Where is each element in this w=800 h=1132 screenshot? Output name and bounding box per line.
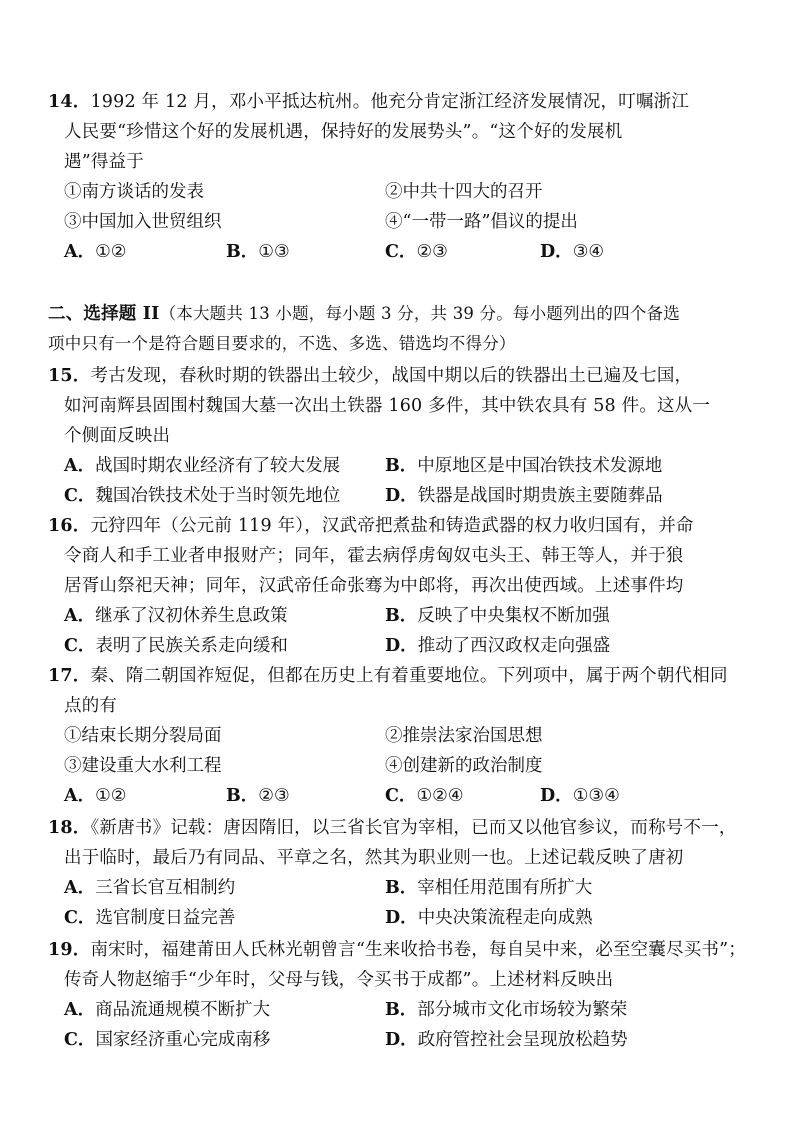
question-text: 《新唐书》记载：唐因隋旧，以三省长官为宰相，已而又以他官参议，而称号不一， [90,818,737,838]
option-d [385,634,610,658]
option-letter: C． [64,636,96,656]
question-text: 传奇人物赵缩手“少年时，父母与钱，令买书于成都”。上述材料反映出 [64,970,614,990]
option-text: ①②④ [416,786,464,806]
statement-item: ②推崇法家治国思想 [385,726,543,746]
statement-item: ①结束长期分裂局面 [64,726,222,746]
question-number: 16． [48,516,91,536]
option-text: 魏国冶铁技术处于当时领先地位 [95,486,341,506]
question-line [48,364,692,388]
option-text: ①② [95,786,127,806]
question-text: 个侧面反映出 [64,426,171,446]
option-letter: C． [64,486,96,506]
option-letter: D． [385,636,418,656]
option-c [385,240,448,264]
option-letter: B． [385,456,418,476]
option-a [64,876,235,900]
question-number: 15． [48,366,91,386]
option-b [385,876,592,900]
statement-item: ④“一带一路”倡议的提出 [385,212,578,232]
question-text: 秦、隋二朝国祚短促，但都在历史上有着重要地位。下列项中，属于两个朝代相同 [90,666,728,686]
option-text: 中央决策流程走向成熟 [417,908,593,928]
question-line [48,90,689,114]
option-text: ①③④ [572,786,620,806]
option-a [64,454,340,478]
question-number: 17． [48,666,91,686]
option-text: 继承了汉初休养生息政策 [95,606,288,626]
question-line [48,514,694,538]
option-d [385,1028,628,1052]
option-a [64,240,126,264]
option-letter: C． [64,908,96,928]
statement-item: ④创建新的政治制度 [385,756,543,776]
section-instructions: 项中只有一个是符合题目要求的，不选、多选、错选均不得分） [48,334,516,353]
option-text: 三省长官互相制约 [95,878,236,898]
option-a [64,998,270,1022]
statement-item: ①南方谈话的发表 [64,182,204,202]
option-letter: D． [385,908,418,928]
option-text: 反映了中央集权不断加强 [417,606,610,626]
option-c [64,484,340,508]
option-text: 选官制度日益完善 [95,908,236,928]
option-a [64,604,288,628]
section-line [48,302,680,326]
option-letter: D． [540,786,573,806]
option-b [226,784,290,808]
option-letter: C． [385,242,417,262]
option-text: ③④ [572,242,605,262]
option-letter: C． [385,786,417,806]
question-line [48,938,746,962]
statement-item: ②中共十四大的召开 [385,182,543,202]
option-letter: D． [540,242,573,262]
question-number: 19． [48,940,91,960]
question-text: 出于临时，最后乃有同品、平章之名，然其为职业则一也。上述记载反映了唐初 [64,848,684,868]
option-letter: A． [64,1000,96,1020]
option-text: 推动了西汉政权走向强盛 [417,636,611,656]
question-text: 南宋时，福建莆田人氏林光朝曾言“生来收拾书卷，每自吴中来，必至空囊尽买书”； [90,940,746,960]
option-letter: B． [385,878,418,898]
option-text: ②③ [416,242,448,262]
option-c [64,906,235,930]
option-letter: C． [64,1030,96,1050]
question-number: 14． [48,92,91,112]
option-letter: A． [64,606,96,626]
option-text: 政府管控社会呈现放松趋势 [417,1030,628,1050]
option-text: 表明了民族关系走向缓和 [95,636,288,656]
option-a [64,784,126,808]
question-text: 1992 年 12 月，邓小平抵达杭州。他充分肯定浙江经济发展情况，叮嘱浙江 [90,92,690,112]
option-letter: A． [64,878,96,898]
section-instructions: （本大题共 13 小题，每小题 3 分，共 39 分。每小题列出的四个备选 [159,304,680,323]
option-letter: B． [385,606,418,626]
option-text: 部分城市文化市场较为繁荣 [417,1000,628,1020]
question-line [48,816,737,840]
option-text: 宰相任用范围有所扩大 [417,878,593,898]
option-letter: B． [226,242,259,262]
question-number: 18． [48,818,91,838]
option-b [385,998,627,1022]
question-text: 点的有 [64,696,118,716]
option-b [226,240,290,264]
statement-item: ③建设重大水利工程 [64,756,222,776]
question-text: 遇”得益于 [64,152,144,172]
option-text: 中原地区是中国冶铁技术发源地 [417,456,663,476]
option-letter: A． [64,242,96,262]
question-text: 居胥山祭祀天神；同年，汉武帝任命张骞为中郎将，再次出使西域。上述事件均 [64,576,684,596]
statement-item: ③中国加入世贸组织 [64,212,222,232]
option-d [540,240,604,264]
option-letter: B． [226,786,259,806]
option-text: 商品流通规模不断扩大 [95,1000,271,1020]
option-d [540,784,620,808]
option-text: ②③ [258,786,290,806]
question-line [48,664,728,688]
option-b [385,454,662,478]
option-letter: D． [385,1030,418,1050]
question-text: 人民要“珍惜这个好的发展机遇，保持好的发展势头”。“这个好的发展机 [64,122,623,142]
question-text: 考古发现，春秋时期的铁器出土较少，战国中期以后的铁器出土已遍及七国， [90,366,693,386]
option-b [385,604,610,628]
option-letter: B． [385,1000,418,1020]
section-title: 二、选择题 II [48,304,160,324]
option-text: 战国时期农业经济有了较大发展 [95,456,341,476]
option-c [385,784,464,808]
option-text: 国家经济重心完成南移 [95,1030,271,1050]
option-c [64,634,288,658]
option-letter: D． [385,486,418,506]
option-text: ①② [95,242,127,262]
option-d [385,484,663,508]
option-d [385,906,593,930]
option-c [64,1028,270,1052]
option-letter: A． [64,786,96,806]
question-text: 元狩四年（公元前 119 年），汉武帝把煮盐和铸造武器的权力收归国有，并命 [90,516,694,536]
option-text: 铁器是战国时期贵族主要随葬品 [417,486,663,506]
option-letter: A． [64,456,96,476]
option-text: ①③ [258,242,290,262]
question-text: 令商人和手工业者申报财产；同年，霍去病俘虏匈奴屯头王、韩王等人，并于狼 [64,546,684,566]
question-text: 如河南辉县固围村魏国大墓一次出土铁器 160 多件，其中铁农具有 58 件。这从一 [64,396,711,416]
